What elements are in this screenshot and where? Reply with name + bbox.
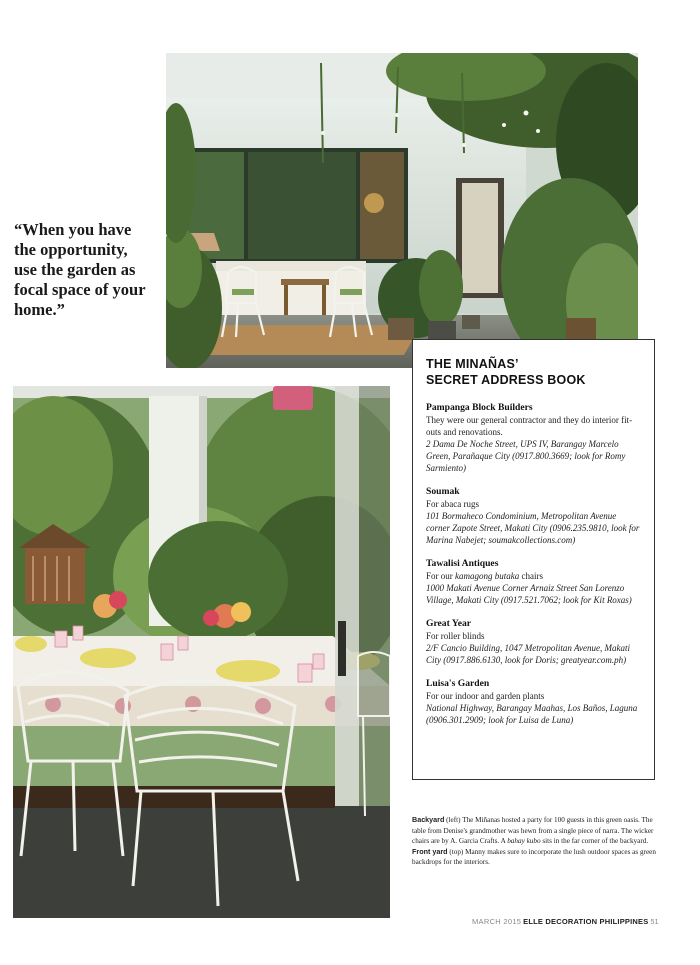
entry-address: 2 Dama De Noche Street, UPS IV, Barangay Marcelo Green, Parañaque City (0917.800.3669; look for Romy Sarmiento) — [426, 439, 626, 473]
entry-purpose: For roller blinds — [426, 631, 485, 641]
backyard-illustration — [13, 386, 390, 918]
entry-purpose-suffix: chairs — [519, 571, 543, 581]
entry-purpose-emphasis: kamagong butaka — [455, 571, 520, 581]
entry-address: 101 Bormaheco Condominium, Metropolitan Avenue corner Zapote Street, Makati City (0906.235.9810, look for Marina Nabejet; soumakcollections.com) — [426, 511, 640, 545]
entry-address: National Highway, Barangay Maahas, Los Baños, Laguna (0906.301.2909; look for Luisa de Luna) — [426, 703, 638, 725]
page-footer — [472, 917, 658, 927]
footer-issue-date: MARCH 2015 — [472, 917, 522, 926]
address-book-title-line2: SECRET ADDRESS BOOK — [426, 373, 586, 387]
entry-name: Great Year — [426, 618, 472, 629]
caption-backyard-text2: sits in the far corner of the backyard. — [540, 837, 649, 845]
address-entry-tawalisi-antiques — [426, 558, 641, 606]
entry-name: Pampanga Block Builders — [426, 402, 533, 413]
entry-name: Soumak — [426, 486, 460, 497]
entry-purpose: They were our general contractor and they do interior fit-outs and renovations. — [426, 415, 633, 437]
caption-frontyard-text: (top) Manny makes sure to incorporate the lush outdoor spaces as green backdrops for the interiors. — [412, 847, 656, 866]
address-entry-great-year — [426, 618, 641, 666]
entry-purpose: For our indoor and garden plants — [426, 691, 545, 701]
entry-name: Tawalisi Antiques — [426, 558, 499, 569]
entry-address: 1000 Makati Avenue Corner Arnaiz Street San Lorenzo Village, Makati City (0917.521.7062; look for Kit Roxas) — [426, 583, 632, 605]
address-entry-pampanga-block-builders — [426, 402, 641, 474]
caption-backyard-label: Backyard — [412, 815, 445, 824]
address-entry-soumak — [426, 486, 641, 546]
footer-page-number: 51 — [650, 917, 659, 926]
entry-name: Luisa's Garden — [426, 678, 490, 689]
caption-frontyard-label: Front yard — [412, 846, 448, 856]
front-yard-illustration — [166, 53, 638, 368]
photo-caption — [412, 815, 660, 868]
address-book-title — [426, 356, 641, 388]
entry-address: 2/F Cancio Building, 1047 Metropolitan Avenue, Makati City (0917.886.6130, look for Doris; greatyear.com.ph) — [426, 643, 630, 665]
entry-purpose — [426, 570, 641, 582]
address-book-title-line1: THE MINAÑAS’ — [426, 357, 519, 371]
pull-quote: “When you have the opportunity, use the garden as focal space of your home.” — [14, 220, 146, 319]
address-book-box — [412, 339, 655, 780]
caption-backyard-text: (left) The Miñanas hosted a party for 100 guests in this green oasis. The table from Denise's grandmother was hewn from a single piece of narra. The wicker chairs are by A. Garcia Crafts. A — [412, 816, 654, 845]
backyard-photo — [13, 386, 390, 918]
entry-purpose: For abaca rugs — [426, 499, 479, 509]
front-yard-photo — [166, 53, 638, 368]
entry-purpose-prefix: For our — [426, 571, 455, 581]
address-entry-luisas-garden — [426, 678, 641, 726]
caption-backyard-emphasis: bahay kubo — [507, 837, 541, 845]
footer-magazine-name: ELLE DECORATION PHILIPPINES — [523, 917, 649, 926]
